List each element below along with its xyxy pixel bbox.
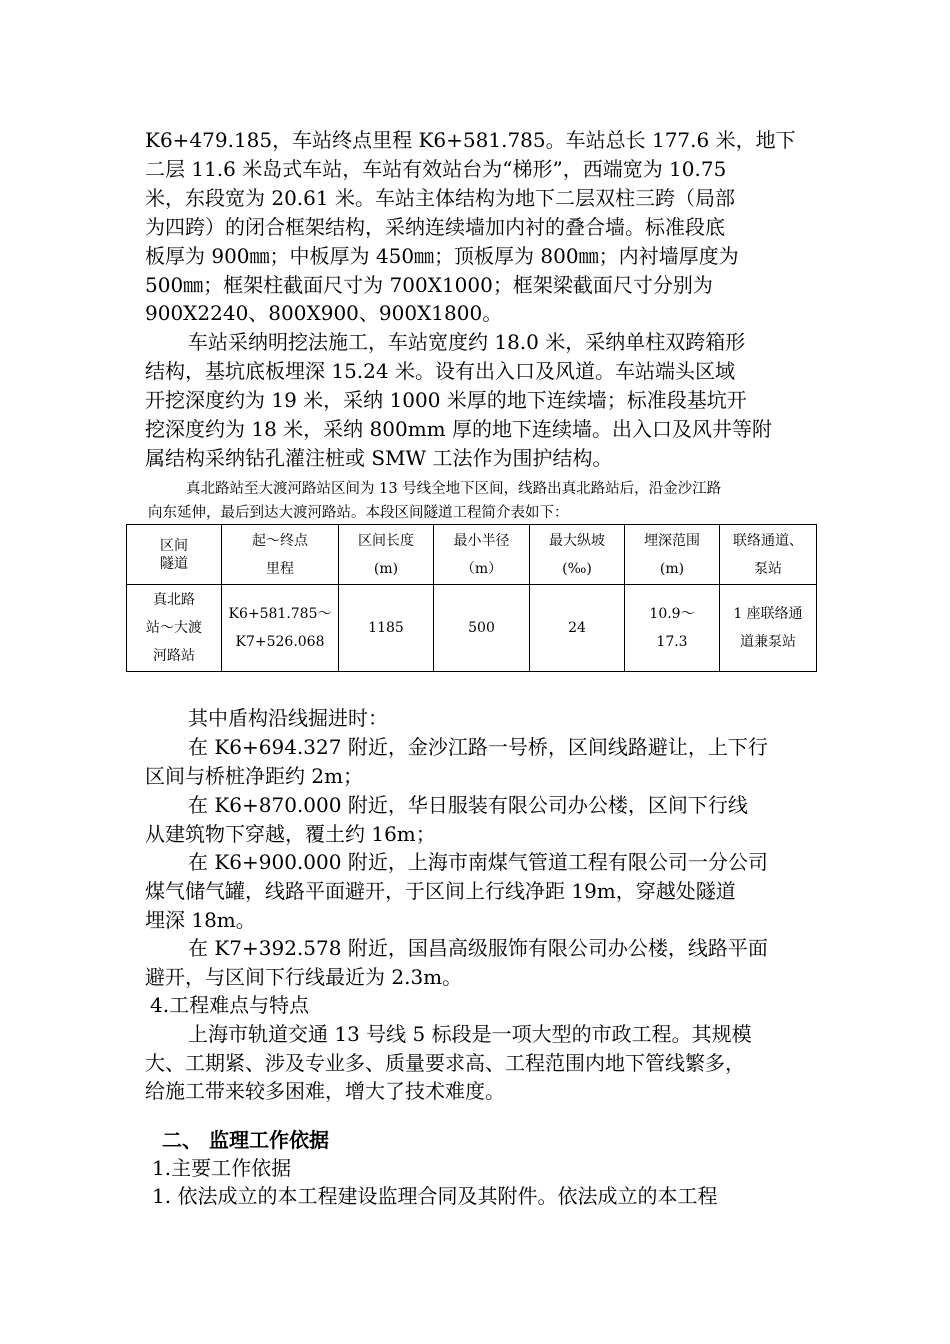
header-cell: 区间 隧道: [127, 525, 222, 585]
subsection-heading: 1.主要工作依据: [152, 1156, 292, 1180]
table-cell: 10.9～ 17.3: [625, 585, 720, 672]
text-line: 车站采纳明挖法施工，车站宽度约 18.0 米，采纳单柱双跨箱形: [188, 330, 746, 354]
header-cell: 最小半径 （m）: [434, 525, 530, 585]
text-line: 煤气储气罐，线路平面避开，于区间上行线净距 19m，穿越处隧道: [145, 879, 736, 903]
text-line: 在 K7+392.578 附近，国昌高级服饰有限公司办公楼，线路平面: [188, 936, 768, 960]
text-line: 在 K6+870.000 附近，华日服装有限公司办公楼，区间下行线: [188, 793, 748, 817]
text-line: 属结构采纳钻孔灌注桩或 SMW 工法作为围护结构。: [145, 446, 613, 470]
table-cell: 24: [530, 585, 625, 672]
text-line: 挖深度约为 18 米，采纳 800mm 厚的地下连续墙。出入口及风井等附: [145, 417, 772, 441]
header-cell: 区间长度 (m): [339, 525, 434, 585]
section-heading: 二、 监理工作依据: [162, 1128, 329, 1152]
table-cell: K6+581.785～ K7+526.068: [222, 585, 339, 672]
text-line-small: 向东延伸，最后到达大渡河路站。本段区间隧道工程简介表如下：: [148, 505, 569, 521]
text-line: 给施工带来较多困难，增大了技术难度。: [145, 1079, 505, 1103]
table-cell: 500: [434, 585, 530, 672]
table-row: [127, 585, 817, 672]
text-line: 结构，基坑底板埋深 15.24 米。设有出入口及风道。车站端头区域: [145, 359, 735, 383]
text-line: 二层 11.6 米岛式车站，车站有效站台为“梯形”，西端宽为 10.75: [145, 157, 727, 181]
text-line: 大、工期紧、涉及专业多、质量要求高、工程范围内地下管线繁多，: [145, 1051, 745, 1075]
table-cell: 真北路 站～大渡 河路站: [127, 585, 222, 672]
subsection-heading: 4.工程难点与特点: [150, 993, 310, 1017]
text-line: 开挖深度约为 19 米，采纳 1000 米厚的地下连续墙；标准段基坑开: [145, 388, 747, 412]
text-line: K6+479.185，车站终点里程 K6+581.785。车站总长 177.6 米，地下: [145, 128, 796, 152]
text-line: 埋深 18m。: [145, 908, 256, 932]
text-line: 板厚为 900㎜；中板厚为 450㎜；顶板厚为 800㎜；内衬墙厚度为: [145, 244, 739, 268]
table-cell: 1 座联络通 道兼泵站: [720, 585, 817, 672]
header-cell: 埋深范围 (m): [625, 525, 720, 585]
text-line: 在 K6+694.327 附近，金沙江路一号桥，区间线路避让，上下行: [188, 735, 768, 759]
tunnel-summary-table: [126, 524, 817, 672]
text-line: 其中盾构沿线掘进时：: [188, 706, 388, 730]
header-cell: 最大纵坡 (‰): [530, 525, 625, 585]
text-line: 为四跨）的闭合框架结构，采纳连续墙加内衬的叠合墙。标准段底: [145, 215, 725, 239]
table-cell: 1185: [339, 585, 434, 672]
text-line-small: 真北路站至大渡河路站区间为 13 号线全地下区间，线路出真北路站后，沿金沙江路: [186, 481, 722, 497]
text-line: 500㎜；框架柱截面尺寸为 700X1000；框架梁截面尺寸分别为: [145, 273, 713, 297]
text-line: 上海市轨道交通 13 号线 5 标段是一项大型的市政工程。其规模: [188, 1022, 752, 1046]
text-line: 避开，与区间下行线最近为 2.3m。: [145, 965, 463, 989]
text-line: 米，东段宽为 20.61 米。车站主体结构为地下二层双柱三跨（局部: [145, 186, 735, 210]
text-line: 从建筑物下穿越，覆土约 16m；: [145, 822, 436, 846]
text-line: 区间与桥桩净距约 2m；: [145, 764, 364, 788]
text-line: 在 K6+900.000 附近，上海市南煤气管道工程有限公司一分公司: [188, 850, 768, 874]
header-cell: 联络通道、 泵站: [720, 525, 817, 585]
table-header-row: [127, 525, 817, 585]
header-cell: 起～终点 里程: [222, 525, 339, 585]
text-line: 900X2240、800X900、900X1800。: [145, 301, 503, 325]
text-line: 1. 依法成立的本工程建设监理合同及其附件。依法成立的本工程: [152, 1184, 718, 1208]
